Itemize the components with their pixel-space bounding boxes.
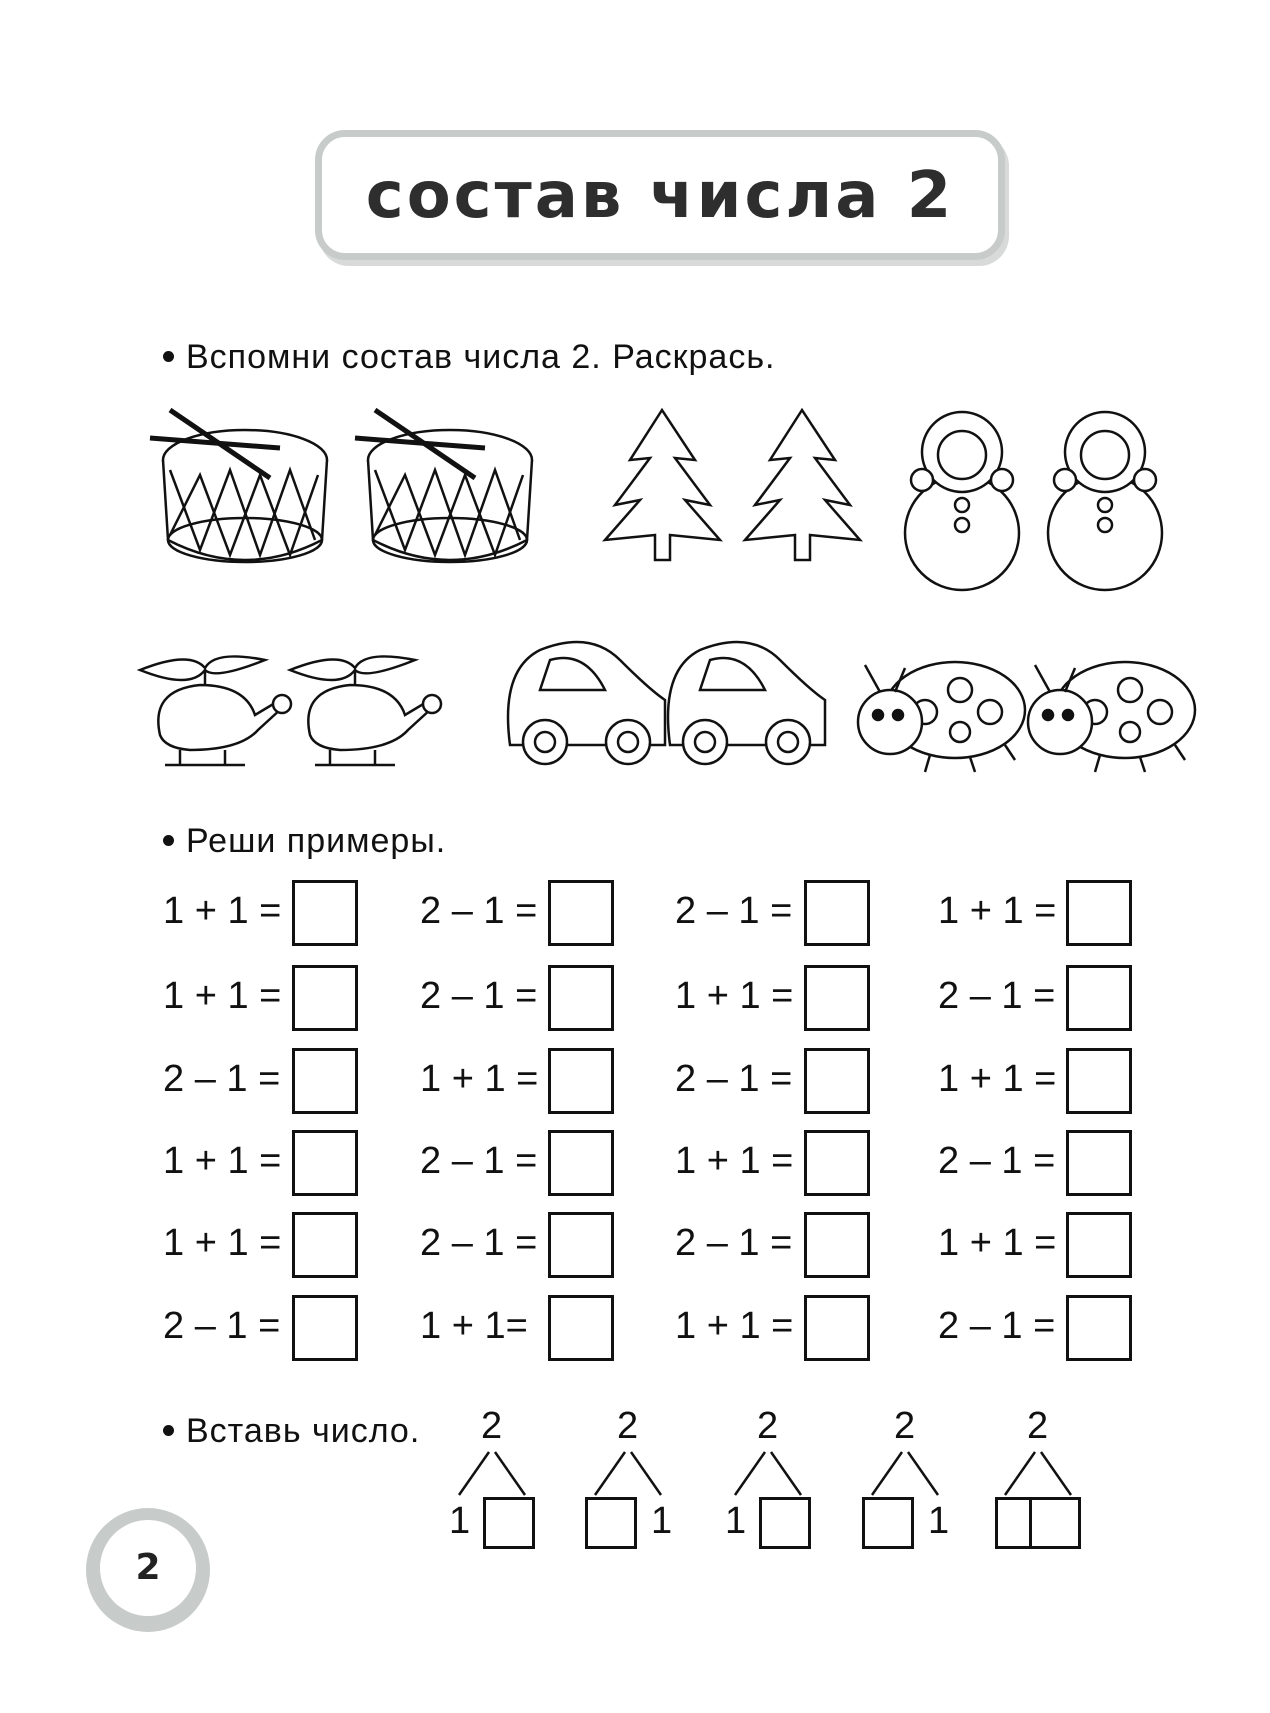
task-insert-text: Вставь число. [186, 1412, 421, 1450]
equation-text: 2 – 1 = [675, 890, 793, 932]
equation-text: 2 – 1 = [163, 1058, 281, 1100]
tree-left-box[interactable] [585, 1497, 637, 1549]
task-color-text: Вспомни состав числа 2. Раскрась. [186, 338, 776, 376]
tree-right-box[interactable] [483, 1497, 535, 1549]
equation-text: 2 – 1 = [938, 1140, 1056, 1182]
tree-top-number: 2 [617, 1405, 639, 1447]
equation-text: 2 – 1 = [938, 975, 1056, 1017]
tree-left-number: 1 [725, 1500, 747, 1542]
equation-text: 1 + 1 = [163, 975, 282, 1017]
tree-right-number: 1 [651, 1500, 673, 1542]
tree-left-number: 1 [449, 1500, 471, 1542]
tree-top-number: 2 [1027, 1405, 1049, 1447]
equation-text: 1 + 1 = [938, 1222, 1057, 1264]
equation-text: 2 – 1 = [420, 890, 538, 932]
equation-text: 1 + 1 = [163, 1222, 282, 1264]
equation-text: 2 – 1 = [938, 1305, 1056, 1347]
tree-branch [631, 1452, 661, 1495]
tree-right-box[interactable] [1029, 1497, 1081, 1549]
equation-text: 2 – 1 = [675, 1222, 793, 1264]
tree-branch [771, 1452, 801, 1495]
tree-branch [459, 1452, 489, 1495]
equation-text: 1 + 1 = [163, 1140, 282, 1182]
tree-right-box[interactable] [759, 1497, 811, 1549]
equation-text: 2 – 1 = [163, 1305, 281, 1347]
tree-branch [595, 1452, 625, 1495]
equation-text: 2 – 1 = [420, 1140, 538, 1182]
tree-branch [1041, 1452, 1071, 1495]
equation-text: 2 – 1 = [675, 1058, 793, 1100]
task-solve-text: Реши примеры. [186, 822, 447, 860]
equation-text: 1 + 1 = [675, 1140, 794, 1182]
equation-text: 1 + 1 = [675, 1305, 794, 1347]
page-title: состав числа 2 [365, 159, 955, 233]
tree-branch [495, 1452, 525, 1495]
equation-text: 1 + 1 = [938, 890, 1057, 932]
tree-top-number: 2 [757, 1405, 779, 1447]
tree-left-box[interactable] [862, 1497, 914, 1549]
equation-text: 1 + 1 = [163, 890, 282, 932]
equation-text: 1 + 1= [420, 1305, 528, 1347]
equation-text: 1 + 1 = [420, 1058, 539, 1100]
tree-branch [1005, 1452, 1035, 1495]
tree-branch [872, 1452, 902, 1495]
equation-text: 2 – 1 = [420, 1222, 538, 1264]
tree-right-number: 1 [928, 1500, 950, 1542]
equation-text: 1 + 1 = [675, 975, 794, 1017]
equation-text: 2 – 1 = [420, 975, 538, 1017]
page-number: 2 [100, 1520, 196, 1616]
page-number-badge [86, 1508, 210, 1632]
equation-text: 1 + 1 = [938, 1058, 1057, 1100]
tree-top-number: 2 [894, 1405, 916, 1447]
tree-branch [735, 1452, 765, 1495]
tree-branch [908, 1452, 938, 1495]
tree-top-number: 2 [481, 1405, 503, 1447]
